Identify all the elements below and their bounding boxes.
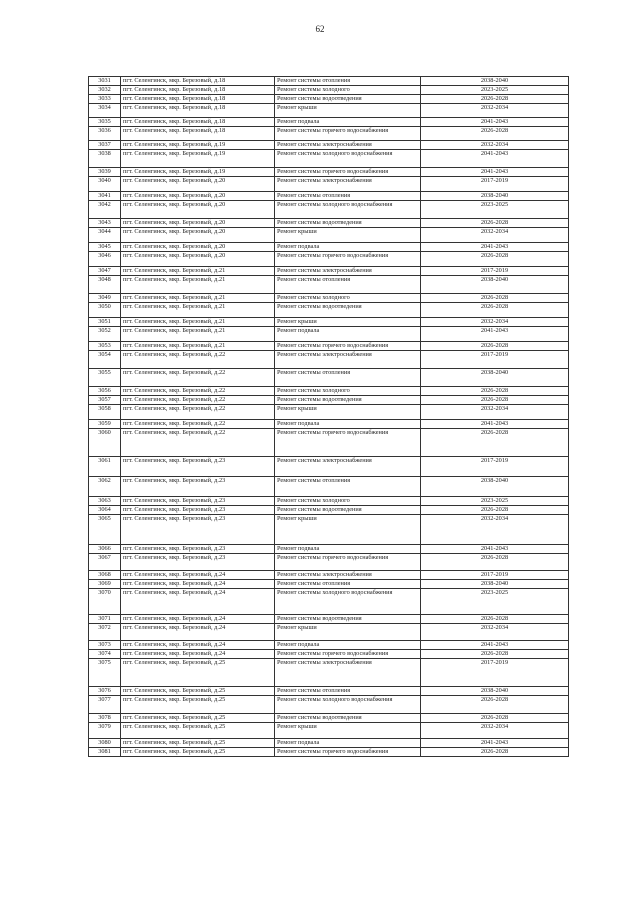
- address-cell: пгт. Селенгинск, мкр. Березовый, д.24: [121, 580, 275, 589]
- period-cell: 2023-2025: [421, 497, 569, 506]
- work-type-cell: Ремонт системы водоотведения: [275, 219, 421, 228]
- period-cell: 2026-2028: [421, 303, 569, 318]
- work-type-cell: Ремонт системы отопления: [275, 687, 421, 696]
- address-cell: пгт. Селенгинск, мкр. Березовый, д.21: [121, 267, 275, 276]
- address-cell: пгт. Селенгинск, мкр. Березовый, д.20: [121, 201, 275, 219]
- work-type-cell: Ремонт подвала: [275, 739, 421, 748]
- work-type-cell: Ремонт системы горячего водоснабжения: [275, 342, 421, 351]
- repair-schedule-body: [89, 77, 569, 757]
- row-number-cell: 3076: [89, 687, 121, 696]
- work-type-cell: Ремонт системы электроснабжения: [275, 177, 421, 192]
- table-row: [89, 276, 569, 294]
- table-row: [89, 387, 569, 396]
- period-cell: 2026-2028: [421, 219, 569, 228]
- work-type-cell: Ремонт системы отопления: [275, 276, 421, 294]
- address-cell: пгт. Селенгинск, мкр. Березовый, д.24: [121, 650, 275, 659]
- table-row: [89, 104, 569, 118]
- period-cell: 2017-2019: [421, 267, 569, 276]
- address-cell: пгт. Селенгинск, мкр. Березовый, д.19: [121, 141, 275, 150]
- work-type-cell: Ремонт системы горячего водоснабжения: [275, 168, 421, 177]
- work-type-cell: Ремонт системы водоотведения: [275, 615, 421, 624]
- period-cell: 2026-2028: [421, 748, 569, 757]
- period-cell: 2038-2040: [421, 687, 569, 696]
- table-row: [89, 506, 569, 515]
- address-cell: пгт. Селенгинск, мкр. Березовый, д.25: [121, 687, 275, 696]
- row-number-cell: 3049: [89, 294, 121, 303]
- period-cell: 2023-2025: [421, 589, 569, 615]
- row-number-cell: 3074: [89, 650, 121, 659]
- row-number-cell: 3062: [89, 477, 121, 497]
- work-type-cell: Ремонт подвала: [275, 118, 421, 127]
- period-cell: 2041-2043: [421, 150, 569, 168]
- work-type-cell: Ремонт системы холодного: [275, 294, 421, 303]
- row-number-cell: 3077: [89, 696, 121, 714]
- table-row: [89, 554, 569, 571]
- table-row: [89, 141, 569, 150]
- address-cell: пгт. Селенгинск, мкр. Березовый, д.21: [121, 276, 275, 294]
- period-cell: 2026-2028: [421, 506, 569, 515]
- address-cell: пгт. Селенгинск, мкр. Березовый, д.22: [121, 387, 275, 396]
- row-number-cell: 3071: [89, 615, 121, 624]
- address-cell: пгт. Селенгинск, мкр. Березовый, д.24: [121, 589, 275, 615]
- period-cell: 2032-2034: [421, 141, 569, 150]
- work-type-cell: Ремонт крыши: [275, 515, 421, 545]
- table-row: [89, 86, 569, 95]
- row-number-cell: 3048: [89, 276, 121, 294]
- row-number-cell: 3070: [89, 589, 121, 615]
- address-cell: пгт. Селенгинск, мкр. Березовый, д.18: [121, 77, 275, 86]
- work-type-cell: Ремонт крыши: [275, 624, 421, 641]
- work-type-cell: Ремонт системы электроснабжения: [275, 141, 421, 150]
- period-cell: 2026-2028: [421, 714, 569, 723]
- table-row: [89, 168, 569, 177]
- table-row: [89, 589, 569, 615]
- table-row: [89, 351, 569, 369]
- table-row: [89, 696, 569, 714]
- address-cell: пгт. Селенгинск, мкр. Березовый, д.23: [121, 506, 275, 515]
- period-cell: 2026-2028: [421, 429, 569, 457]
- period-cell: 2017-2019: [421, 457, 569, 477]
- work-type-cell: Ремонт подвала: [275, 327, 421, 342]
- period-cell: 2026-2028: [421, 387, 569, 396]
- table-row: [89, 650, 569, 659]
- row-number-cell: 3038: [89, 150, 121, 168]
- period-cell: 2038-2040: [421, 77, 569, 86]
- work-type-cell: Ремонт крыши: [275, 723, 421, 739]
- work-type-cell: Ремонт системы электроснабжения: [275, 267, 421, 276]
- table-row: [89, 687, 569, 696]
- work-type-cell: Ремонт системы горячего водоснабжения: [275, 748, 421, 757]
- address-cell: пгт. Селенгинск, мкр. Березовый, д.18: [121, 118, 275, 127]
- period-cell: 2032-2034: [421, 318, 569, 327]
- table-row: [89, 127, 569, 141]
- period-cell: 2026-2028: [421, 615, 569, 624]
- period-cell: 2023-2025: [421, 201, 569, 219]
- address-cell: пгт. Селенгинск, мкр. Березовый, д.22: [121, 429, 275, 457]
- row-number-cell: 3053: [89, 342, 121, 351]
- table-row: [89, 624, 569, 641]
- work-type-cell: Ремонт системы горячего водоснабжения: [275, 554, 421, 571]
- work-type-cell: Ремонт крыши: [275, 104, 421, 118]
- row-number-cell: 3079: [89, 723, 121, 739]
- address-cell: пгт. Селенгинск, мкр. Березовый, д.19: [121, 150, 275, 168]
- address-cell: пгт. Селенгинск, мкр. Березовый, д.21: [121, 294, 275, 303]
- row-number-cell: 3043: [89, 219, 121, 228]
- row-number-cell: 3039: [89, 168, 121, 177]
- work-type-cell: Ремонт подвала: [275, 420, 421, 429]
- period-cell: 2032-2034: [421, 624, 569, 641]
- table-row: [89, 192, 569, 201]
- period-cell: 2017-2019: [421, 351, 569, 369]
- work-type-cell: Ремонт системы водоотведения: [275, 714, 421, 723]
- row-number-cell: 3069: [89, 580, 121, 589]
- page-number: 62: [315, 24, 325, 34]
- row-number-cell: 3045: [89, 243, 121, 252]
- address-cell: пгт. Селенгинск, мкр. Березовый, д.18: [121, 104, 275, 118]
- row-number-cell: 3059: [89, 420, 121, 429]
- row-number-cell: 3078: [89, 714, 121, 723]
- address-cell: пгт. Селенгинск, мкр. Березовый, д.24: [121, 624, 275, 641]
- address-cell: пгт. Селенгинск, мкр. Березовый, д.25: [121, 723, 275, 739]
- table-row: [89, 303, 569, 318]
- period-cell: 2017-2019: [421, 177, 569, 192]
- address-cell: пгт. Селенгинск, мкр. Березовый, д.23: [121, 477, 275, 497]
- address-cell: пгт. Селенгинск, мкр. Березовый, д.22: [121, 396, 275, 405]
- work-type-cell: Ремонт системы отопления: [275, 369, 421, 387]
- work-type-cell: Ремонт системы водоотведения: [275, 303, 421, 318]
- row-number-cell: 3058: [89, 405, 121, 420]
- period-cell: 2026-2028: [421, 294, 569, 303]
- period-cell: 2041-2043: [421, 739, 569, 748]
- repair-schedule-table: [88, 76, 569, 757]
- period-cell: 2041-2043: [421, 327, 569, 342]
- work-type-cell: Ремонт системы отопления: [275, 192, 421, 201]
- table-row: [89, 723, 569, 739]
- row-number-cell: 3032: [89, 86, 121, 95]
- period-cell: 2038-2040: [421, 276, 569, 294]
- period-cell: 2026-2028: [421, 252, 569, 267]
- address-cell: пгт. Селенгинск, мкр. Березовый, д.21: [121, 342, 275, 351]
- table-row: [89, 477, 569, 497]
- row-number-cell: 3057: [89, 396, 121, 405]
- row-number-cell: 3031: [89, 77, 121, 86]
- address-cell: пгт. Селенгинск, мкр. Березовый, д.23: [121, 545, 275, 554]
- period-cell: 2041-2043: [421, 168, 569, 177]
- period-cell: 2017-2019: [421, 571, 569, 580]
- address-cell: пгт. Селенгинск, мкр. Березовый, д.25: [121, 696, 275, 714]
- table-row: [89, 318, 569, 327]
- table-row: [89, 95, 569, 104]
- row-number-cell: 3037: [89, 141, 121, 150]
- table-row: [89, 739, 569, 748]
- table-row: [89, 580, 569, 589]
- table-row: [89, 342, 569, 351]
- row-number-cell: 3046: [89, 252, 121, 267]
- row-number-cell: 3056: [89, 387, 121, 396]
- row-number-cell: 3034: [89, 104, 121, 118]
- address-cell: пгт. Селенгинск, мкр. Березовый, д.22: [121, 369, 275, 387]
- period-cell: 2026-2028: [421, 127, 569, 141]
- table-row: [89, 77, 569, 86]
- address-cell: пгт. Селенгинск, мкр. Березовый, д.25: [121, 748, 275, 757]
- table-row: [89, 497, 569, 506]
- period-cell: 2026-2028: [421, 342, 569, 351]
- period-cell: 2041-2043: [421, 641, 569, 650]
- table-row: [89, 150, 569, 168]
- work-type-cell: Ремонт системы холодного водоснабжения: [275, 201, 421, 219]
- table-row: [89, 571, 569, 580]
- row-number-cell: 3051: [89, 318, 121, 327]
- work-type-cell: Ремонт системы водоотведения: [275, 396, 421, 405]
- work-type-cell: Ремонт системы отопления: [275, 580, 421, 589]
- address-cell: пгт. Селенгинск, мкр. Березовый, д.23: [121, 497, 275, 506]
- row-number-cell: 3060: [89, 429, 121, 457]
- work-type-cell: Ремонт системы холодного водоснабжения: [275, 696, 421, 714]
- table-row: [89, 201, 569, 219]
- address-cell: пгт. Селенгинск, мкр. Березовый, д.20: [121, 177, 275, 192]
- row-number-cell: 3072: [89, 624, 121, 641]
- address-cell: пгт. Селенгинск, мкр. Березовый, д.21: [121, 303, 275, 318]
- row-number-cell: 3050: [89, 303, 121, 318]
- work-type-cell: Ремонт системы горячего водоснабжения: [275, 127, 421, 141]
- table-row: [89, 177, 569, 192]
- table-row: [89, 405, 569, 420]
- row-number-cell: 3068: [89, 571, 121, 580]
- address-cell: пгт. Селенгинск, мкр. Березовый, д.25: [121, 659, 275, 687]
- period-cell: 2026-2028: [421, 95, 569, 104]
- table-row: [89, 252, 569, 267]
- work-type-cell: Ремонт крыши: [275, 405, 421, 420]
- work-type-cell: Ремонт системы водоотведения: [275, 506, 421, 515]
- row-number-cell: 3080: [89, 739, 121, 748]
- table-row: [89, 420, 569, 429]
- period-cell: 2041-2043: [421, 118, 569, 127]
- period-cell: 2032-2034: [421, 104, 569, 118]
- row-number-cell: 3055: [89, 369, 121, 387]
- address-cell: пгт. Селенгинск, мкр. Березовый, д.20: [121, 243, 275, 252]
- table-row: [89, 457, 569, 477]
- address-cell: пгт. Селенгинск, мкр. Березовый, д.24: [121, 641, 275, 650]
- address-cell: пгт. Селенгинск, мкр. Березовый, д.22: [121, 351, 275, 369]
- address-cell: пгт. Селенгинск, мкр. Березовый, д.20: [121, 219, 275, 228]
- period-cell: 2026-2028: [421, 396, 569, 405]
- work-type-cell: Ремонт системы холодного: [275, 497, 421, 506]
- period-cell: 2038-2040: [421, 477, 569, 497]
- work-type-cell: Ремонт крыши: [275, 228, 421, 243]
- period-cell: 2026-2028: [421, 554, 569, 571]
- address-cell: пгт. Селенгинск, мкр. Березовый, д.23: [121, 457, 275, 477]
- row-number-cell: 3067: [89, 554, 121, 571]
- work-type-cell: Ремонт системы горячего водоснабжения: [275, 252, 421, 267]
- row-number-cell: 3033: [89, 95, 121, 104]
- address-cell: пгт. Селенгинск, мкр. Березовый, д.20: [121, 228, 275, 243]
- table-row: [89, 118, 569, 127]
- table-row: [89, 327, 569, 342]
- address-cell: пгт. Селенгинск, мкр. Березовый, д.18: [121, 86, 275, 95]
- row-number-cell: 3052: [89, 327, 121, 342]
- row-number-cell: 3065: [89, 515, 121, 545]
- table-row: [89, 267, 569, 276]
- period-cell: 2026-2028: [421, 650, 569, 659]
- row-number-cell: 3036: [89, 127, 121, 141]
- work-type-cell: Ремонт системы отопления: [275, 77, 421, 86]
- work-type-cell: Ремонт системы электроснабжения: [275, 351, 421, 369]
- row-number-cell: 3044: [89, 228, 121, 243]
- work-type-cell: Ремонт подвала: [275, 545, 421, 554]
- period-cell: 2032-2034: [421, 723, 569, 739]
- table-row: [89, 429, 569, 457]
- address-cell: пгт. Селенгинск, мкр. Березовый, д.24: [121, 615, 275, 624]
- address-cell: пгт. Селенгинск, мкр. Березовый, д.20: [121, 192, 275, 201]
- period-cell: 2038-2040: [421, 192, 569, 201]
- address-cell: пгт. Селенгинск, мкр. Березовый, д.21: [121, 327, 275, 342]
- row-number-cell: 3066: [89, 545, 121, 554]
- address-cell: пгт. Селенгинск, мкр. Березовый, д.18: [121, 95, 275, 104]
- work-type-cell: Ремонт системы отопления: [275, 477, 421, 497]
- work-type-cell: Ремонт системы горячего водоснабжения: [275, 429, 421, 457]
- address-cell: пгт. Селенгинск, мкр. Березовый, д.23: [121, 515, 275, 545]
- row-number-cell: 3047: [89, 267, 121, 276]
- period-cell: 2041-2043: [421, 545, 569, 554]
- table-row: [89, 515, 569, 545]
- table-row: [89, 615, 569, 624]
- period-cell: 2026-2028: [421, 696, 569, 714]
- work-type-cell: Ремонт системы горячего водоснабжения: [275, 650, 421, 659]
- period-cell: 2032-2034: [421, 228, 569, 243]
- table-row: [89, 369, 569, 387]
- table-row: [89, 659, 569, 687]
- period-cell: 2038-2040: [421, 580, 569, 589]
- table-row: [89, 228, 569, 243]
- row-number-cell: 3041: [89, 192, 121, 201]
- address-cell: пгт. Селенгинск, мкр. Березовый, д.23: [121, 554, 275, 571]
- row-number-cell: 3061: [89, 457, 121, 477]
- work-type-cell: Ремонт подвала: [275, 641, 421, 650]
- row-number-cell: 3054: [89, 351, 121, 369]
- table-row: [89, 294, 569, 303]
- period-cell: 2038-2040: [421, 369, 569, 387]
- address-cell: пгт. Селенгинск, мкр. Березовый, д.22: [121, 420, 275, 429]
- row-number-cell: 3040: [89, 177, 121, 192]
- work-type-cell: Ремонт подвала: [275, 243, 421, 252]
- table-row: [89, 714, 569, 723]
- work-type-cell: Ремонт системы водоотведения: [275, 95, 421, 104]
- period-cell: 2041-2043: [421, 243, 569, 252]
- address-cell: пгт. Селенгинск, мкр. Березовый, д.22: [121, 405, 275, 420]
- table-row: [89, 748, 569, 757]
- work-type-cell: Ремонт системы холодного: [275, 387, 421, 396]
- work-type-cell: Ремонт системы электроснабжения: [275, 571, 421, 580]
- table-row: [89, 641, 569, 650]
- period-cell: 2032-2034: [421, 515, 569, 545]
- row-number-cell: 3063: [89, 497, 121, 506]
- row-number-cell: 3042: [89, 201, 121, 219]
- period-cell: 2041-2043: [421, 420, 569, 429]
- period-cell: 2032-2034: [421, 405, 569, 420]
- table-row: [89, 243, 569, 252]
- period-cell: 2017-2019: [421, 659, 569, 687]
- address-cell: пгт. Селенгинск, мкр. Березовый, д.25: [121, 714, 275, 723]
- address-cell: пгт. Селенгинск, мкр. Березовый, д.18: [121, 127, 275, 141]
- work-type-cell: Ремонт системы холодного водоснабжения: [275, 589, 421, 615]
- work-type-cell: Ремонт крыши: [275, 318, 421, 327]
- work-type-cell: Ремонт системы холодного: [275, 86, 421, 95]
- row-number-cell: 3073: [89, 641, 121, 650]
- period-cell: 2023-2025: [421, 86, 569, 95]
- address-cell: пгт. Селенгинск, мкр. Березовый, д.25: [121, 739, 275, 748]
- row-number-cell: 3064: [89, 506, 121, 515]
- work-type-cell: Ремонт системы холодного водоснабжения: [275, 150, 421, 168]
- row-number-cell: 3075: [89, 659, 121, 687]
- table-row: [89, 545, 569, 554]
- work-type-cell: Ремонт системы электроснабжения: [275, 659, 421, 687]
- work-type-cell: Ремонт системы электроснабжения: [275, 457, 421, 477]
- table-row: [89, 219, 569, 228]
- address-cell: пгт. Селенгинск, мкр. Березовый, д.19: [121, 168, 275, 177]
- row-number-cell: 3035: [89, 118, 121, 127]
- address-cell: пгт. Селенгинск, мкр. Березовый, д.20: [121, 252, 275, 267]
- table-row: [89, 396, 569, 405]
- address-cell: пгт. Селенгинск, мкр. Березовый, д.24: [121, 571, 275, 580]
- row-number-cell: 3081: [89, 748, 121, 757]
- address-cell: пгт. Селенгинск, мкр. Березовый, д.21: [121, 318, 275, 327]
